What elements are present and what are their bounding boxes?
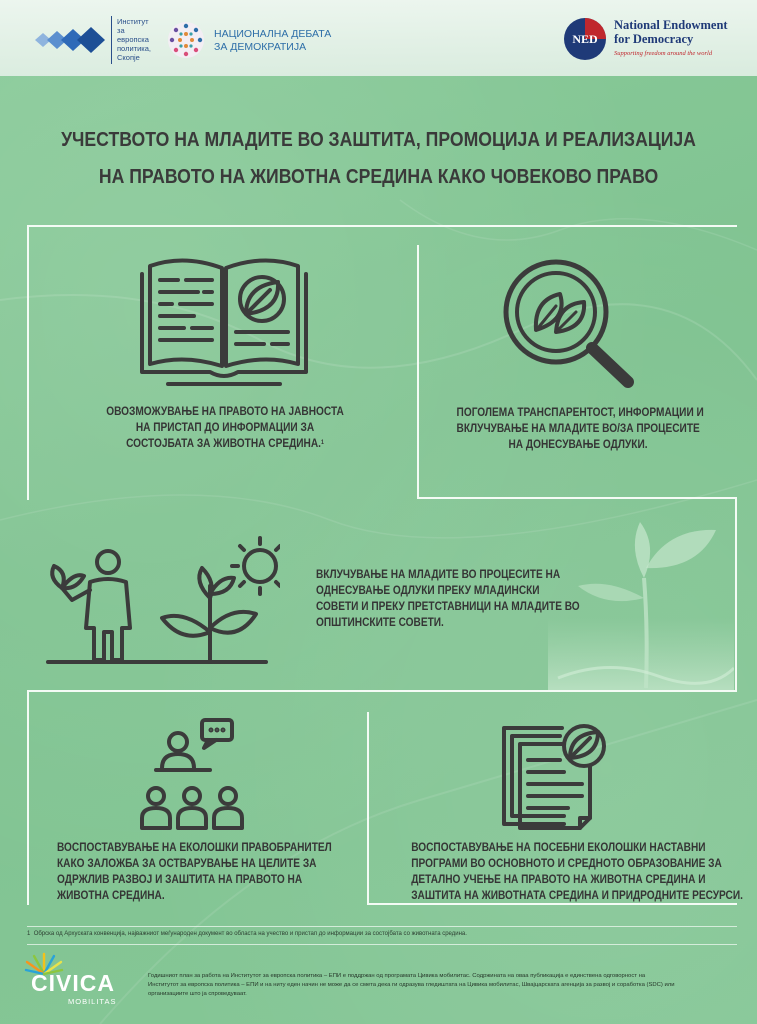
epi-logo-divider: [111, 16, 112, 64]
civica-logo-sub: MOBILITAS: [68, 997, 117, 1006]
ned-logo-mark: NED: [572, 32, 598, 46]
epi-logo-icon: [33, 24, 109, 56]
header-band: [0, 0, 757, 76]
panel-text-line: ДЕТАЛНО УЧЕЊЕ НА ПРАВОТО НА ЖИВОТНА СРЕДИНА И: [411, 874, 706, 886]
debate-logo-icon: [166, 20, 206, 60]
book-leaf-icon: [138, 252, 310, 390]
panel-text-line: НА ПРИСТАП ДО ИНФОРМАЦИИ ЗА: [135, 422, 315, 434]
panel-text-line: КАКО ЗАЛОЖБА ЗА ОСТВАРУВАЊЕ НА ЦЕЛИТЕ ЗА: [57, 858, 317, 870]
panel-text-line: ОПШТИНСКИТЕ СОВЕТИ.: [316, 617, 444, 629]
footnote-reference[interactable]: 1: [320, 440, 324, 446]
footnote: [27, 931, 467, 937]
page-title: [0, 121, 757, 195]
debate-name-line: ЗА ДЕМОКРАТИЈА: [214, 41, 307, 53]
speaker-audience-icon: [138, 714, 252, 836]
panel-text-span: СОСТОЈБАТА ЗА ЖИВОТНА СРЕДИНА.: [126, 438, 321, 450]
debate-name: [214, 28, 331, 54]
panel-text-line: ЗАШТИТА НА ЖИВОТНАТА СРЕДИНА И ПРИДРОДНИТЕ РЕСУРСИ.: [411, 890, 743, 902]
frame-line: [417, 245, 419, 497]
footnote-text: Обрска од Архуската конвенција, најважниот меѓународен документ во областа на учество и пристап до информации за состојбата со животната средина.: [33, 931, 467, 937]
panel-text-line: ОДНЕСУВАЊЕ ОДЛУКИ ПРЕКУ МЛАДИНСКИ: [316, 585, 540, 597]
panel-text-line: ВОСПОСТАВУВАЊЕ НА ПОСЕБНИ ЕКОЛОШКИ НАСТАВНИ: [411, 842, 706, 854]
education-text: [392, 840, 743, 904]
panel-text-line: ПРОГРАМИ ВО ОСНОВНОТО И СРЕДНОТО ОБРАЗОВАНИЕ ЗА: [411, 858, 722, 870]
panel-text-line: НА ДОНЕСУВАЊЕ ОДЛУКИ.: [508, 439, 648, 451]
disclaimer-line: Годишниот план за работа на Институтот за европска политика – ЕПИ е поддржан од програмата Цивика мобилитас. Содржината на оваа публикација е единствена одговорност на: [148, 973, 646, 979]
disclaimer-line: организациите што ја спроведуваат.: [148, 991, 247, 997]
epi-name: [117, 17, 151, 62]
panel-text-line: СОВЕТИ И ПРЕКУ ПРЕТСТАВНИЦИ НА МЛАДИТЕ ВО: [316, 601, 580, 613]
magnifier-leaf-icon: [498, 254, 644, 392]
ned-name-line: for Democracy: [614, 32, 694, 46]
ned-logo-icon: [563, 17, 607, 61]
panel-text-line: ЖИВОТНА СРЕДИНА.: [57, 890, 165, 902]
frame-line: [417, 497, 737, 499]
ned-tagline: Supporting freedom around the world: [614, 50, 713, 57]
ned-name: [614, 18, 728, 46]
panel-text-line: ВКЛУЧУВАЊЕ НА МЛАДИТЕ ВО ПРОЦЕСИТЕ НА: [316, 569, 561, 581]
youth-councils-text: [316, 567, 616, 631]
document-leaf-icon: [498, 720, 610, 832]
frame-line: [735, 497, 737, 692]
footnote-separator: [27, 926, 737, 927]
footer-disclaimer: [148, 972, 675, 999]
footnote-marker: 1: [27, 931, 31, 937]
panel-text-line: ОВОЗМОЖУВАЊЕ НА ПРАВОТО НА ЈАВНОСТА: [106, 406, 344, 418]
title-line: УЧЕСТВОТО НА МЛАДИТЕ ВО ЗАШТИТА, ПРОМОЦИЈА И РЕАЛИЗАЦИЈА: [61, 128, 696, 151]
ned-name-line: National Endowment: [614, 18, 728, 32]
disclaimer-line: Институтот за европска политика – ЕПИ и на ниту еден начин не може да се смета дека ги одразува гледиштата на Цивика мобилитас, Швајцарската агенција за развој и соработка (SDC) или: [148, 982, 675, 988]
panel-text-line: ВОСПОСТАВУВАЊЕ НА ЕКОЛОШКИ ПРАВОБРАНИТЕЛ: [57, 842, 332, 854]
frame-line: [27, 225, 737, 227]
footer-separator: [27, 944, 737, 945]
person-plant-sun-icon: [44, 532, 280, 668]
epi-name-line: Институт: [117, 17, 149, 26]
panel-text-line: [106, 436, 344, 452]
epi-name-line: политика,: [117, 44, 151, 53]
ombudsman-text: [57, 840, 369, 904]
epi-name-line: Скопје: [117, 53, 140, 62]
transparency-text: [440, 405, 716, 453]
title-line: НА ПРАВОТО НА ЖИВОТНА СРЕДИНА КАКО ЧОВЕКОВО ПРАВО: [98, 165, 659, 188]
panel-text-line: ПОГОЛЕМА ТРАНСПАРЕНТОСТ, ИНФОРМАЦИИ И: [456, 407, 704, 419]
epi-name-line: за: [117, 26, 125, 35]
panel-text-line: ВКЛУЧУВАЊЕ НА МЛАДИТЕ ВО/ЗА ПРОЦЕСИТЕ: [456, 423, 700, 435]
access-info-text: [90, 404, 360, 452]
civica-logo-name: CIVICA: [31, 970, 115, 996]
frame-line: [27, 690, 29, 905]
epi-name-line: европска: [117, 35, 149, 44]
debate-name-line: НАЦИОНАЛНА ДЕБАТА: [214, 28, 332, 40]
panel-text-line: ОДРЖЛИВ РАЗВОЈ И ЗАШТИТА НА ПРАВОТО НА: [57, 874, 303, 886]
frame-line: [27, 690, 737, 692]
frame-line: [27, 225, 29, 500]
